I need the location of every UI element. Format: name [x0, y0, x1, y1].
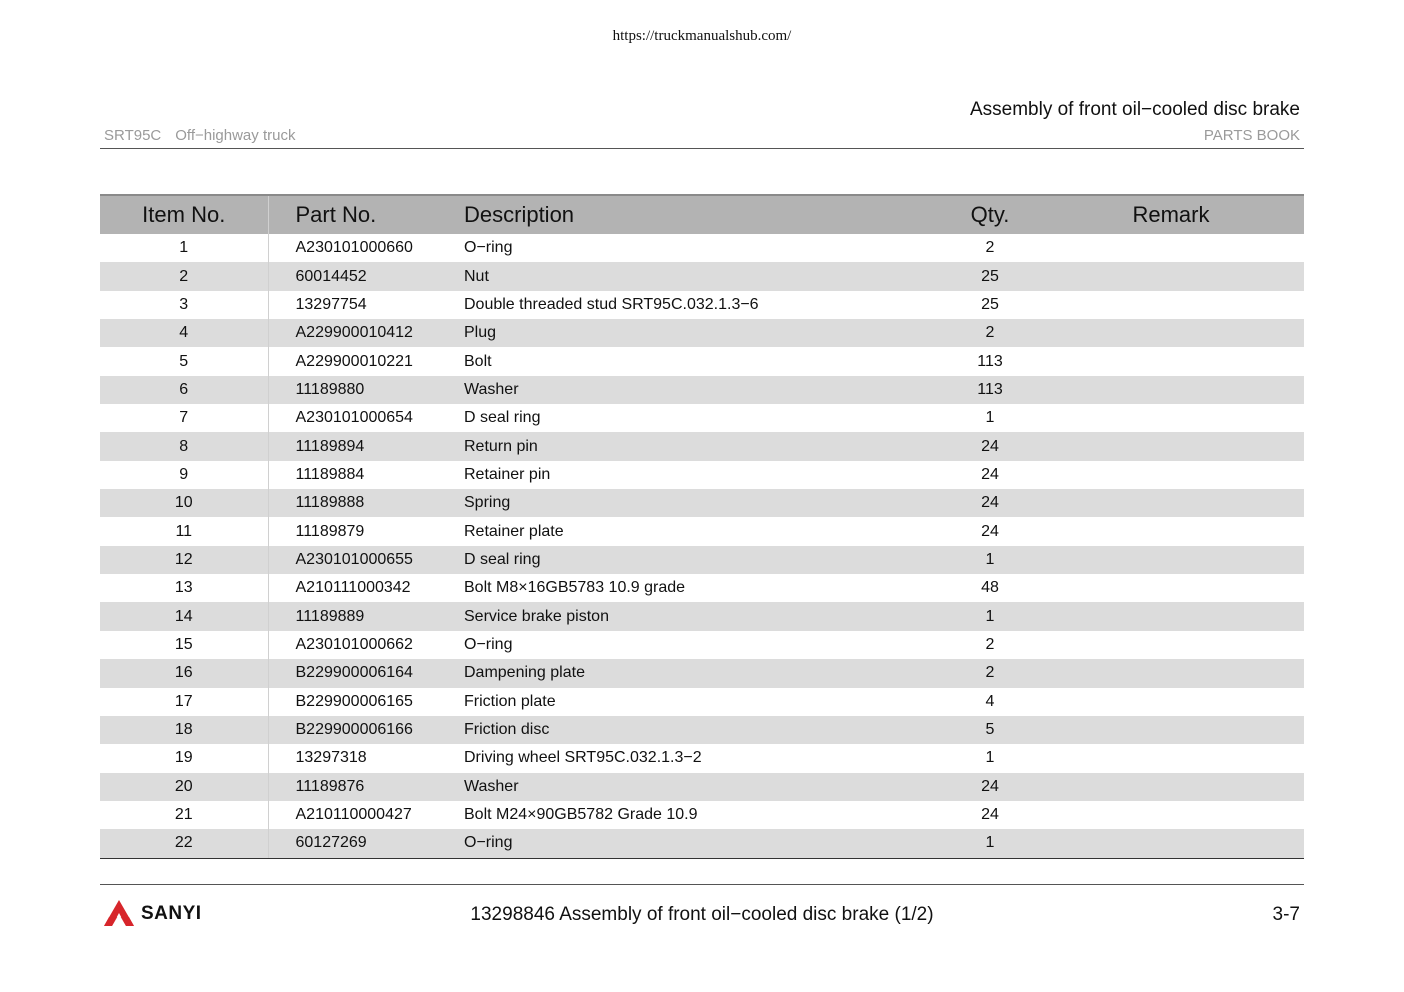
logo-text: SANYI: [141, 903, 202, 924]
header-divider: [100, 148, 1304, 149]
cell-description: Double threaded stud SRT95C.032.1.3−6: [464, 295, 759, 313]
cell-qty: 25: [942, 262, 1038, 290]
cell-remark: [1038, 234, 1304, 262]
page-number: 3-7: [1272, 904, 1300, 925]
table-row: [100, 602, 1304, 630]
cell-item-no: 10: [100, 489, 268, 517]
cell-item-no: 15: [100, 631, 268, 659]
cell-remark: [1038, 688, 1304, 716]
cell-item-no: 21: [100, 801, 268, 829]
table-row: [100, 688, 1304, 716]
cell-item-no: 20: [100, 773, 268, 801]
cell-part-no: B229900006165: [295, 692, 413, 710]
cell-remark: [1038, 517, 1304, 545]
cell-remark: [1038, 404, 1304, 432]
footer-title: 13298846 Assembly of front oil−cooled disc brake (1/2): [470, 904, 934, 925]
table-row: [100, 291, 1304, 319]
cell-description: Friction plate: [464, 692, 556, 710]
cell-qty: 1: [985, 749, 995, 767]
cell-description: Retainer plate: [464, 522, 564, 540]
cell-part-no: B229900006166: [268, 716, 460, 744]
table-row: [100, 319, 1304, 347]
model-label: [104, 127, 309, 144]
cell-remark: [1038, 829, 1304, 858]
cell-description: Nut: [460, 262, 942, 290]
cell-item-no: 9: [100, 461, 268, 489]
cell-item-no: 5: [100, 347, 268, 375]
cell-description: Service brake piston: [460, 602, 942, 630]
cell-item-no: 4: [100, 319, 268, 347]
cell-remark: [1038, 602, 1304, 630]
cell-remark: [1038, 716, 1304, 744]
cell-remark: [1038, 291, 1304, 319]
cell-remark: [1038, 461, 1304, 489]
table-row: [100, 376, 1304, 404]
parts-table-body: [100, 234, 1304, 858]
cell-part-no: 60014452: [268, 262, 460, 290]
cell-item-no: 2: [100, 262, 268, 290]
table-row: [100, 461, 1304, 489]
cell-description: Bolt M24×90GB5782 Grade 10.9: [464, 806, 698, 824]
cell-description: D seal ring: [464, 409, 541, 427]
cell-item-no: 7: [100, 404, 268, 432]
table-header-row: [100, 195, 1304, 234]
model-description: Off−highway truck: [175, 127, 296, 144]
cell-qty: 24: [942, 489, 1038, 517]
cell-part-no: 11189884: [295, 465, 365, 483]
cell-qty: 1: [942, 546, 1038, 574]
cell-qty: 1: [985, 409, 995, 427]
cell-qty: 113: [977, 352, 1003, 370]
cell-part-no: A230101000655: [268, 546, 460, 574]
cell-description: O−ring: [464, 239, 513, 257]
cell-item-no: 13: [100, 574, 268, 602]
cell-part-no: A210111000342: [295, 579, 411, 597]
page-url: https://truckmanualshub.com/: [612, 28, 792, 44]
cell-remark: [1038, 262, 1304, 290]
cell-part-no: B229900006164: [268, 659, 460, 687]
table-row: [100, 716, 1304, 744]
cell-qty: 4: [985, 692, 995, 710]
cell-part-no: A229900010221: [295, 352, 413, 370]
table-row: [100, 262, 1304, 290]
cell-item-no: 17: [100, 688, 268, 716]
cell-description: Bolt M8×16GB5783 10.9 grade: [464, 579, 686, 597]
cell-item-no: 22: [100, 829, 268, 858]
column-header-description: Description: [460, 195, 942, 234]
cell-item-no: 1: [100, 234, 268, 262]
model-code: SRT95C: [104, 127, 162, 144]
cell-part-no: 60127269: [268, 829, 460, 858]
cell-remark: [1038, 574, 1304, 602]
cell-description: Bolt: [464, 352, 492, 370]
cell-remark: [1038, 432, 1304, 460]
column-header-remark: Remark: [1038, 195, 1304, 234]
cell-qty: 24: [981, 806, 999, 824]
cell-remark: [1038, 773, 1304, 801]
cell-remark: [1038, 347, 1304, 375]
document-title: Assembly of front oil−cooled disc brake: [969, 99, 1300, 120]
cell-item-no: 3: [100, 291, 268, 319]
table-row: [100, 404, 1304, 432]
cell-qty: 24: [942, 773, 1038, 801]
cell-part-no: A230101000654: [295, 409, 413, 427]
cell-remark: [1038, 659, 1304, 687]
cell-part-no: A210110000427: [295, 806, 412, 824]
cell-part-no: 11189888: [268, 489, 460, 517]
cell-item-no: 14: [100, 602, 268, 630]
book-label: PARTS BOOK: [1203, 127, 1300, 144]
cell-qty: 25: [981, 295, 999, 313]
cell-part-no: 13297318: [295, 749, 367, 767]
cell-qty: 48: [981, 579, 999, 597]
cell-remark: [1038, 376, 1304, 404]
cell-item-no: 16: [100, 659, 268, 687]
cell-part-no: A230101000660: [295, 239, 413, 257]
cell-part-no: 11189876: [268, 773, 460, 801]
cell-description: Washer: [460, 773, 942, 801]
cell-qty: 24: [981, 522, 999, 540]
cell-part-no: 13297754: [295, 295, 367, 313]
table-row: [100, 744, 1304, 772]
cell-qty: 24: [981, 465, 999, 483]
cell-description: Driving wheel SRT95C.032.1.3−2: [464, 749, 702, 767]
table-row: [100, 773, 1304, 801]
table-row: [100, 801, 1304, 829]
table-row: [100, 517, 1304, 545]
cell-description: D seal ring: [460, 546, 942, 574]
table-row: [100, 489, 1304, 517]
table-row: [100, 574, 1304, 602]
cell-item-no: 19: [100, 744, 268, 772]
cell-part-no: 11189889: [268, 602, 460, 630]
cell-remark: [1038, 744, 1304, 772]
cell-item-no: 18: [100, 716, 268, 744]
column-header-qty: Qty.: [942, 195, 1038, 234]
table-row: [100, 829, 1304, 858]
cell-part-no: 11189880: [268, 376, 460, 404]
cell-description: Dampening plate: [460, 659, 942, 687]
cell-qty: 2: [942, 659, 1038, 687]
cell-description: Retainer pin: [464, 465, 551, 483]
cell-description: Washer: [460, 376, 942, 404]
cell-qty: 113: [942, 376, 1038, 404]
cell-remark: [1038, 546, 1304, 574]
table-row: [100, 234, 1304, 262]
cell-description: Plug: [460, 319, 942, 347]
cell-description: Return pin: [460, 432, 942, 460]
cell-part-no: A229900010412: [268, 319, 460, 347]
cell-qty: 2: [985, 239, 995, 257]
cell-remark: [1038, 319, 1304, 347]
parts-table: [100, 194, 1304, 859]
cell-remark: [1038, 489, 1304, 517]
cell-qty: 24: [942, 432, 1038, 460]
footer-divider: [100, 884, 1304, 885]
cell-item-no: 8: [100, 432, 268, 460]
table-row: [100, 631, 1304, 659]
cell-part-no: A230101000662: [295, 635, 413, 653]
cell-qty: 2: [942, 319, 1038, 347]
cell-part-no: 11189879: [295, 522, 365, 540]
column-header-part-no: Part No.: [268, 195, 460, 234]
cell-qty: 1: [942, 602, 1038, 630]
cell-item-no: 11: [100, 517, 268, 545]
cell-item-no: 6: [100, 376, 268, 404]
cell-description: Spring: [460, 489, 942, 517]
table-row: [100, 347, 1304, 375]
cell-item-no: 12: [100, 546, 268, 574]
cell-qty: 1: [942, 829, 1038, 858]
table-row: [100, 659, 1304, 687]
cell-description: Friction disc: [460, 716, 942, 744]
table-row: [100, 432, 1304, 460]
column-header-item-no: Item No.: [100, 195, 268, 234]
table-row: [100, 546, 1304, 574]
cell-qty: 2: [985, 635, 995, 653]
cell-part-no: 11189894: [268, 432, 460, 460]
cell-description: O−ring: [460, 829, 942, 858]
cell-remark: [1038, 631, 1304, 659]
cell-description: O−ring: [464, 635, 513, 653]
cell-qty: 5: [942, 716, 1038, 744]
cell-remark: [1038, 801, 1304, 829]
